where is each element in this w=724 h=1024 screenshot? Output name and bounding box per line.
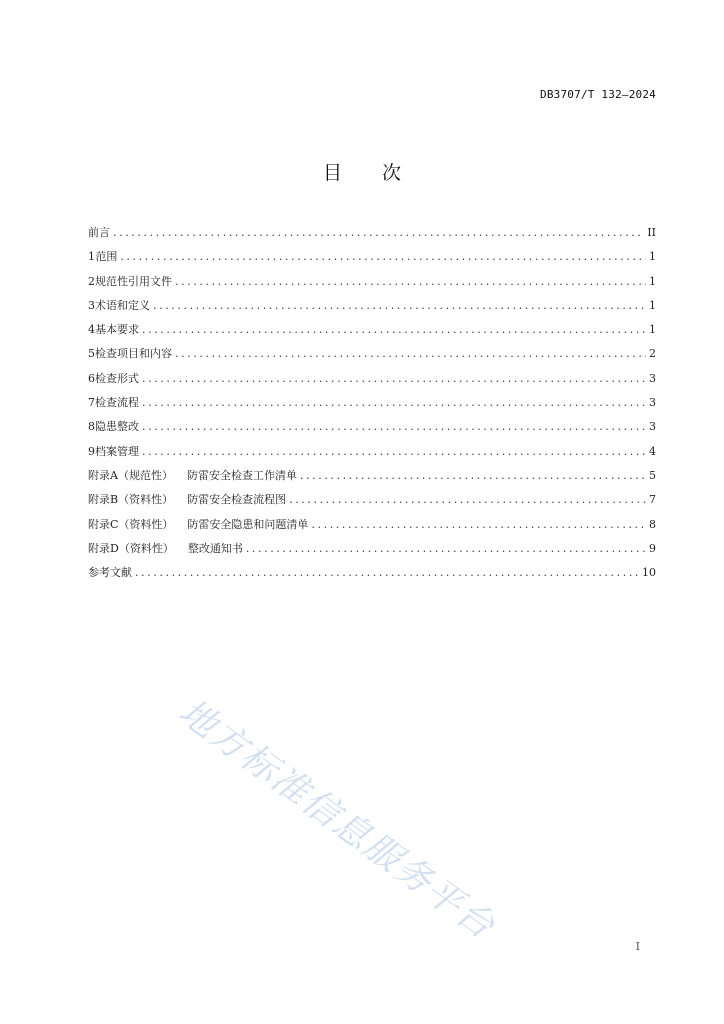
toc-leader-dots <box>311 515 646 535</box>
toc-entry-number: 9 <box>88 444 95 458</box>
toc-entry-number: 6 <box>88 371 95 385</box>
toc-entry-subtitle: 整改通知书 <box>187 541 243 555</box>
toc-entry-page: 1 <box>649 274 656 288</box>
toc-entry-label: 基本要求 <box>95 323 140 337</box>
toc-entry-number: 1 <box>88 250 95 264</box>
toc-entry[interactable] <box>88 563 656 587</box>
toc-entry-label: 前言 <box>88 226 110 239</box>
toc-leader-dots <box>300 466 646 486</box>
toc-entry-label: 附录B（资料性） <box>88 493 174 507</box>
toc-leader-dots <box>175 344 646 364</box>
toc-entry-number: 8 <box>88 420 95 434</box>
toc-entry-subtitle: 防雷安全检查流程图 <box>187 493 287 507</box>
toc-entry-page: 3 <box>649 420 656 434</box>
toc-entry-page: 1 <box>649 323 656 337</box>
toc-entry-number: 2 <box>88 274 95 288</box>
toc-entry[interactable] <box>88 442 656 466</box>
toc-entry[interactable] <box>88 223 656 247</box>
title-char-2: 次 <box>382 162 402 184</box>
page-number: I <box>635 940 640 953</box>
toc-leader-dots <box>153 296 646 316</box>
toc-entry-page: 3 <box>649 396 656 410</box>
toc-leader-dots <box>142 442 646 462</box>
toc-entry-label: 附录A（规范性） <box>88 468 173 482</box>
toc-entry-label: 档案管理 <box>95 444 140 458</box>
toc-entry[interactable] <box>88 515 656 539</box>
toc-entry-label: 附录C（资料性） <box>88 517 174 531</box>
toc-leader-dots <box>246 539 646 559</box>
toc-entry-number: 4 <box>88 323 95 337</box>
toc-leader-dots <box>175 272 646 292</box>
toc-entry-label: 参考文献 <box>88 566 132 580</box>
toc-entry-label: 检查形式 <box>95 371 140 385</box>
toc-entry-label: 隐患整改 <box>95 420 140 434</box>
toc-leader-dots <box>142 320 646 340</box>
toc-entry[interactable] <box>88 393 656 417</box>
toc-entry-label: 检查项目和内容 <box>95 347 172 361</box>
toc-entry-number: 5 <box>88 347 95 361</box>
toc-entry[interactable] <box>88 369 656 393</box>
toc-entry[interactable] <box>88 247 656 271</box>
title-char-1: 目 <box>322 162 342 184</box>
toc-entry-page: 5 <box>649 468 656 482</box>
toc-entry[interactable] <box>88 417 656 441</box>
toc-entry-subtitle: 防雷安全检查工作清单 <box>186 468 297 482</box>
toc-leader-dots <box>142 417 646 437</box>
toc-leader-dots <box>142 369 646 389</box>
toc-leader-dots <box>120 247 646 267</box>
toc-entry-label: 检查流程 <box>95 396 140 410</box>
toc-entry-page: 1 <box>649 250 656 264</box>
toc-entry-page: 2 <box>649 347 656 361</box>
toc-entry[interactable] <box>88 272 656 296</box>
toc-entry-page: 10 <box>642 566 656 580</box>
table-of-contents <box>88 223 656 587</box>
toc-entry-page: 3 <box>649 371 656 385</box>
toc-entry-page: 9 <box>649 541 656 555</box>
toc-entry-number: 3 <box>88 298 95 312</box>
toc-entry[interactable] <box>88 466 656 490</box>
page-title <box>0 158 724 185</box>
toc-entry-subtitle: 防雷安全隐患和问题清单 <box>187 517 309 531</box>
toc-entry-page: 8 <box>649 517 656 531</box>
toc-leader-dots <box>289 490 646 510</box>
toc-entry-label: 范围 <box>95 250 118 264</box>
toc-entry-label: 术语和定义 <box>95 298 150 312</box>
toc-leader-dots <box>135 563 639 583</box>
toc-entry[interactable] <box>88 320 656 344</box>
toc-entry-page: II <box>647 226 656 239</box>
watermark: 地方标准信息服务平台 <box>171 691 503 948</box>
document-code: DB3707/T 132—2024 <box>540 88 656 101</box>
toc-entry-page: 1 <box>649 298 656 312</box>
toc-entry-page: 4 <box>649 444 656 458</box>
toc-entry-page: 7 <box>649 493 656 507</box>
toc-entry[interactable] <box>88 344 656 368</box>
toc-entry[interactable] <box>88 539 656 563</box>
toc-entry[interactable] <box>88 296 656 320</box>
toc-entry-number: 7 <box>88 396 95 410</box>
toc-entry-label: 附录D（资料性） <box>88 541 174 555</box>
toc-entry-label: 规范性引用文件 <box>95 274 172 288</box>
toc-leader-dots <box>142 393 646 413</box>
toc-entry[interactable] <box>88 490 656 514</box>
toc-leader-dots <box>113 223 644 243</box>
